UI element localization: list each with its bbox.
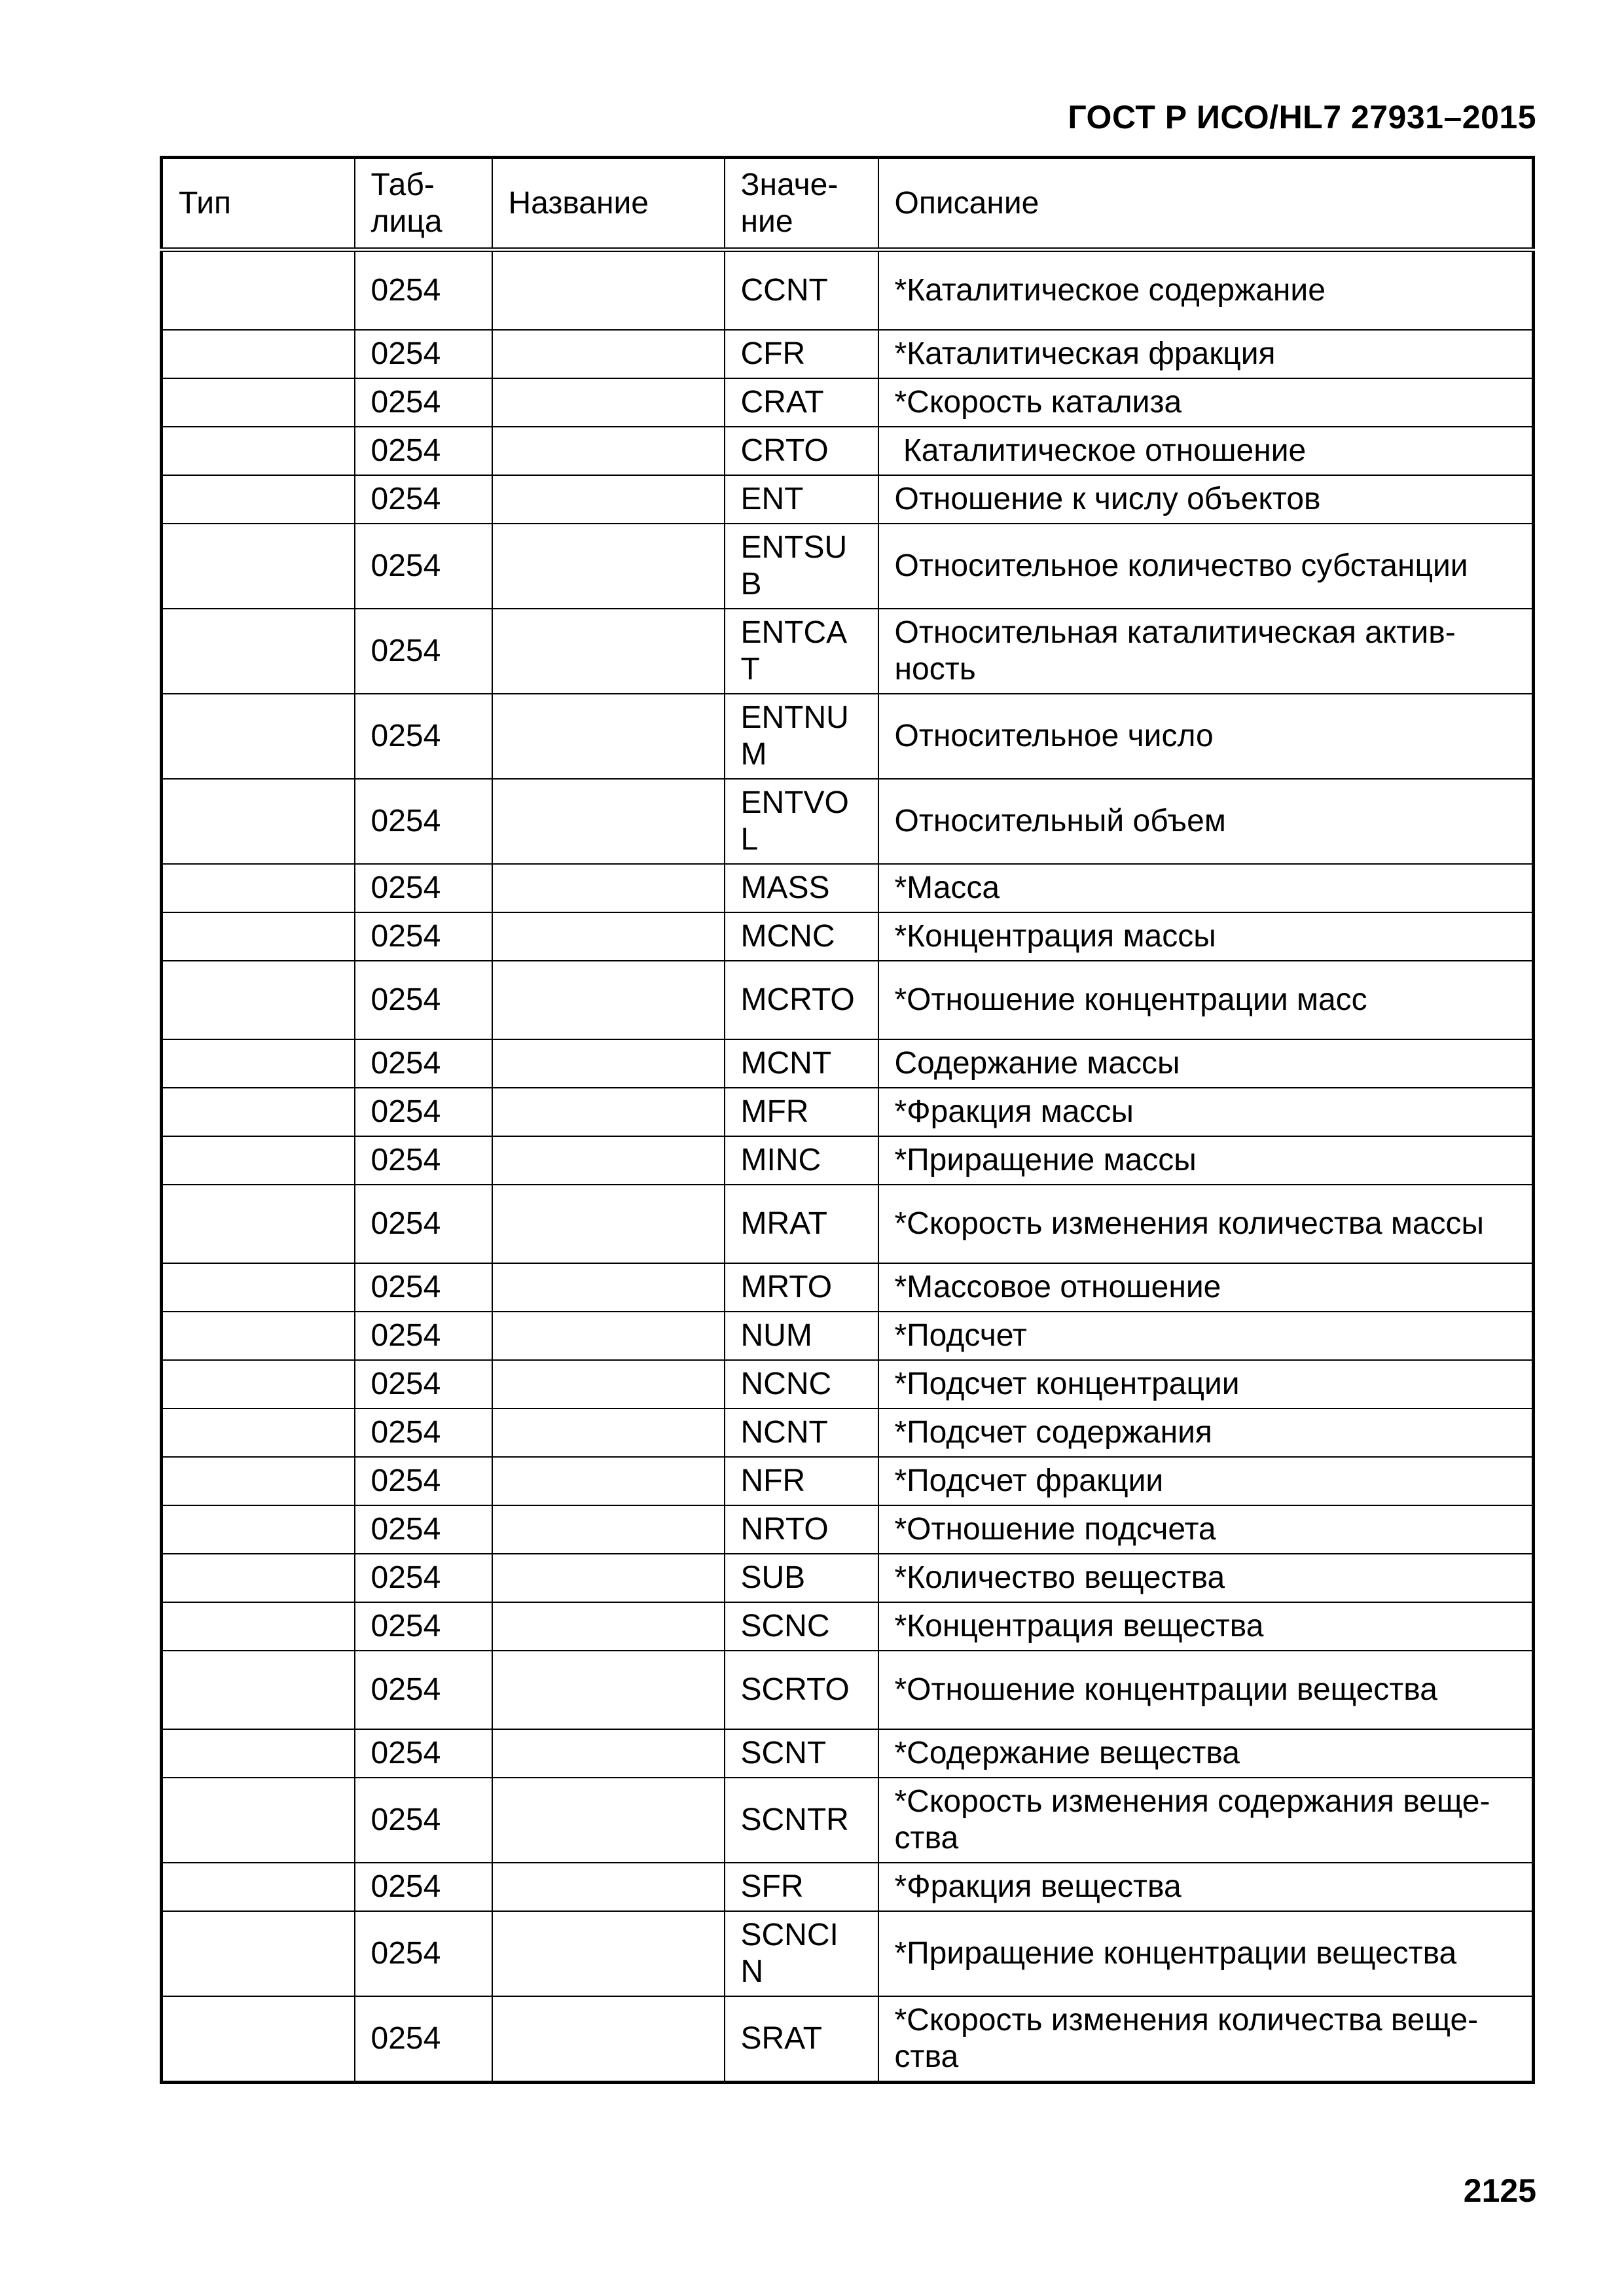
cell-type bbox=[162, 1185, 355, 1263]
cell-name bbox=[492, 427, 725, 475]
cell-description: *Фракция вещества bbox=[878, 1863, 1534, 1911]
cell-table: 0254 bbox=[355, 427, 492, 475]
cell-name bbox=[492, 1088, 725, 1136]
cell-value: NRTO bbox=[725, 1505, 878, 1554]
cell-type bbox=[162, 1996, 355, 2083]
cell-table: 0254 bbox=[355, 524, 492, 609]
table-row bbox=[162, 1136, 1534, 1185]
cell-description: *Содержание вещества bbox=[878, 1729, 1534, 1778]
table-row bbox=[162, 779, 1534, 864]
cell-name bbox=[492, 1505, 725, 1554]
cell-name bbox=[492, 864, 725, 912]
cell-value: ENT bbox=[725, 475, 878, 524]
cell-type bbox=[162, 1863, 355, 1911]
cell-name bbox=[492, 250, 725, 331]
cell-description: *Скорость изменения количества массы bbox=[878, 1185, 1534, 1263]
cell-name bbox=[492, 1185, 725, 1263]
cell-description: Относительное количество субстанции bbox=[878, 524, 1534, 609]
cell-name bbox=[492, 1136, 725, 1185]
cell-description: *Приращение массы bbox=[878, 1136, 1534, 1185]
cell-value: MINC bbox=[725, 1136, 878, 1185]
cell-description: Относительный объем bbox=[878, 779, 1534, 864]
table-row bbox=[162, 864, 1534, 912]
document-header-title: ГОСТ Р ИСО/HL7 27931–2015 bbox=[1068, 99, 1536, 135]
table-body bbox=[162, 250, 1534, 2083]
cell-table: 0254 bbox=[355, 1554, 492, 1602]
cell-value: MASS bbox=[725, 864, 878, 912]
cell-value: MRAT bbox=[725, 1185, 878, 1263]
cell-type bbox=[162, 1457, 355, 1505]
cell-value: SFR bbox=[725, 1863, 878, 1911]
cell-type bbox=[162, 1312, 355, 1360]
table-row bbox=[162, 1729, 1534, 1778]
cell-description: Отношение к числу объектов bbox=[878, 475, 1534, 524]
cell-name bbox=[492, 961, 725, 1039]
cell-type bbox=[162, 1136, 355, 1185]
cell-name bbox=[492, 330, 725, 378]
cell-table: 0254 bbox=[355, 1778, 492, 1863]
cell-value: NCNC bbox=[725, 1360, 878, 1408]
table-row bbox=[162, 1263, 1534, 1312]
table-header-row bbox=[162, 158, 1534, 250]
table-row bbox=[162, 1039, 1534, 1088]
cell-description: *Концентрация вещества bbox=[878, 1602, 1534, 1651]
table-row bbox=[162, 609, 1534, 694]
cell-value: MFR bbox=[725, 1088, 878, 1136]
cell-table: 0254 bbox=[355, 1729, 492, 1778]
cell-description: *Подсчет содержания bbox=[878, 1408, 1534, 1457]
cell-type bbox=[162, 524, 355, 609]
table-row bbox=[162, 475, 1534, 524]
cell-table: 0254 bbox=[355, 1263, 492, 1312]
cell-type bbox=[162, 1729, 355, 1778]
cell-type bbox=[162, 1039, 355, 1088]
cell-type bbox=[162, 1911, 355, 1996]
cell-description: *Концентрация массы bbox=[878, 912, 1534, 961]
cell-table: 0254 bbox=[355, 1408, 492, 1457]
cell-name bbox=[492, 1996, 725, 2083]
table-row bbox=[162, 1408, 1534, 1457]
cell-description: *Скорость изменения содержания веще- ства bbox=[878, 1778, 1534, 1863]
cell-table: 0254 bbox=[355, 1457, 492, 1505]
cell-description: *Подсчет фракции bbox=[878, 1457, 1534, 1505]
table-row bbox=[162, 1602, 1534, 1651]
cell-description: *Отношение подсчета bbox=[878, 1505, 1534, 1554]
cell-table: 0254 bbox=[355, 378, 492, 427]
cell-description: *Количество вещества bbox=[878, 1554, 1534, 1602]
cell-type bbox=[162, 1505, 355, 1554]
code-table bbox=[160, 156, 1535, 2084]
cell-value: ENTNU M bbox=[725, 694, 878, 779]
cell-description: Относительная каталитическая актив- ность bbox=[878, 609, 1534, 694]
table-row bbox=[162, 1651, 1534, 1729]
cell-description: *Каталитическая фракция bbox=[878, 330, 1534, 378]
cell-name bbox=[492, 1360, 725, 1408]
cell-name bbox=[492, 1312, 725, 1360]
cell-type bbox=[162, 1088, 355, 1136]
table-row bbox=[162, 330, 1534, 378]
table-row bbox=[162, 250, 1534, 331]
table-row bbox=[162, 524, 1534, 609]
table-row bbox=[162, 1554, 1534, 1602]
cell-table: 0254 bbox=[355, 1863, 492, 1911]
cell-description: *Каталитическое содержание bbox=[878, 250, 1534, 331]
cell-value: MRTO bbox=[725, 1263, 878, 1312]
cell-type bbox=[162, 1360, 355, 1408]
cell-name bbox=[492, 1408, 725, 1457]
table-row bbox=[162, 961, 1534, 1039]
cell-table: 0254 bbox=[355, 609, 492, 694]
cell-description: *Отношение концентрации вещества bbox=[878, 1651, 1534, 1729]
cell-name bbox=[492, 1863, 725, 1911]
cell-table: 0254 bbox=[355, 1039, 492, 1088]
cell-value: ENTCA T bbox=[725, 609, 878, 694]
cell-name bbox=[492, 1263, 725, 1312]
cell-table: 0254 bbox=[355, 1185, 492, 1263]
column-header-name: Название bbox=[492, 158, 725, 250]
cell-name bbox=[492, 1651, 725, 1729]
cell-type bbox=[162, 779, 355, 864]
column-header-table: Таб- лица bbox=[355, 158, 492, 250]
cell-value: NUM bbox=[725, 1312, 878, 1360]
cell-name bbox=[492, 475, 725, 524]
cell-value: SCRTO bbox=[725, 1651, 878, 1729]
cell-type bbox=[162, 1778, 355, 1863]
cell-table: 0254 bbox=[355, 912, 492, 961]
table-row bbox=[162, 1863, 1534, 1911]
cell-description: Каталитическое отношение bbox=[878, 427, 1534, 475]
cell-value: CCNT bbox=[725, 250, 878, 331]
cell-value: MCNT bbox=[725, 1039, 878, 1088]
cell-name bbox=[492, 779, 725, 864]
cell-value: SUB bbox=[725, 1554, 878, 1602]
cell-table: 0254 bbox=[355, 1136, 492, 1185]
cell-value: ENTSU B bbox=[725, 524, 878, 609]
cell-table: 0254 bbox=[355, 250, 492, 331]
table-row bbox=[162, 694, 1534, 779]
table-row bbox=[162, 1312, 1534, 1360]
cell-table: 0254 bbox=[355, 475, 492, 524]
cell-name bbox=[492, 1911, 725, 1996]
table-row bbox=[162, 1996, 1534, 2083]
cell-description: Содержание массы bbox=[878, 1039, 1534, 1088]
cell-name bbox=[492, 1457, 725, 1505]
table-row bbox=[162, 1360, 1534, 1408]
cell-table: 0254 bbox=[355, 1505, 492, 1554]
cell-type bbox=[162, 961, 355, 1039]
cell-table: 0254 bbox=[355, 779, 492, 864]
cell-type bbox=[162, 1651, 355, 1729]
cell-name bbox=[492, 1602, 725, 1651]
table-row bbox=[162, 1457, 1534, 1505]
cell-name bbox=[492, 1039, 725, 1088]
cell-value: MCNC bbox=[725, 912, 878, 961]
code-table-container bbox=[160, 156, 1532, 2084]
cell-value: SCNT bbox=[725, 1729, 878, 1778]
cell-value: CFR bbox=[725, 330, 878, 378]
cell-value: SRAT bbox=[725, 1996, 878, 2083]
table-row bbox=[162, 1911, 1534, 1996]
cell-name bbox=[492, 1729, 725, 1778]
cell-value: CRAT bbox=[725, 378, 878, 427]
cell-table: 0254 bbox=[355, 1088, 492, 1136]
cell-type bbox=[162, 694, 355, 779]
page-number: 2125 bbox=[1463, 2172, 1536, 2209]
cell-description: *Скорость катализа bbox=[878, 378, 1534, 427]
column-header-value: Значе- ние bbox=[725, 158, 878, 250]
cell-type bbox=[162, 427, 355, 475]
cell-table: 0254 bbox=[355, 1602, 492, 1651]
cell-table: 0254 bbox=[355, 961, 492, 1039]
cell-description: *Масса bbox=[878, 864, 1534, 912]
column-header-description: Описание bbox=[878, 158, 1534, 250]
cell-type bbox=[162, 1554, 355, 1602]
cell-description: *Приращение концентрации вещества bbox=[878, 1911, 1534, 1996]
table-row bbox=[162, 1185, 1534, 1263]
cell-table: 0254 bbox=[355, 1360, 492, 1408]
cell-name bbox=[492, 1554, 725, 1602]
cell-type bbox=[162, 1263, 355, 1312]
cell-type bbox=[162, 378, 355, 427]
cell-description: *Массовое отношение bbox=[878, 1263, 1534, 1312]
cell-name bbox=[492, 912, 725, 961]
table-row bbox=[162, 427, 1534, 475]
cell-table: 0254 bbox=[355, 330, 492, 378]
table-row bbox=[162, 1088, 1534, 1136]
cell-description: *Отношение концентрации масс bbox=[878, 961, 1534, 1039]
cell-name bbox=[492, 1778, 725, 1863]
cell-value: SCNTR bbox=[725, 1778, 878, 1863]
cell-description: *Фракция массы bbox=[878, 1088, 1534, 1136]
cell-description: *Скорость изменения количества веще- ства bbox=[878, 1996, 1534, 2083]
table-row bbox=[162, 1505, 1534, 1554]
cell-type bbox=[162, 475, 355, 524]
cell-table: 0254 bbox=[355, 1312, 492, 1360]
table-row bbox=[162, 912, 1534, 961]
cell-type bbox=[162, 912, 355, 961]
cell-type bbox=[162, 864, 355, 912]
cell-table: 0254 bbox=[355, 694, 492, 779]
cell-value: NCNT bbox=[725, 1408, 878, 1457]
cell-description: *Подсчет концентрации bbox=[878, 1360, 1534, 1408]
cell-value: NFR bbox=[725, 1457, 878, 1505]
cell-value: CRTO bbox=[725, 427, 878, 475]
cell-table: 0254 bbox=[355, 1651, 492, 1729]
table-row bbox=[162, 378, 1534, 427]
cell-table: 0254 bbox=[355, 1996, 492, 2083]
table-row bbox=[162, 1778, 1534, 1863]
cell-name bbox=[492, 378, 725, 427]
cell-value: SCNCI N bbox=[725, 1911, 878, 1996]
cell-name bbox=[492, 524, 725, 609]
cell-value: MCRTO bbox=[725, 961, 878, 1039]
cell-description: *Подсчет bbox=[878, 1312, 1534, 1360]
cell-value: SCNC bbox=[725, 1602, 878, 1651]
cell-table: 0254 bbox=[355, 1911, 492, 1996]
cell-type bbox=[162, 1602, 355, 1651]
cell-type bbox=[162, 250, 355, 331]
cell-description: Относительное число bbox=[878, 694, 1534, 779]
cell-type bbox=[162, 609, 355, 694]
cell-table: 0254 bbox=[355, 864, 492, 912]
cell-type bbox=[162, 1408, 355, 1457]
cell-name bbox=[492, 694, 725, 779]
cell-type bbox=[162, 330, 355, 378]
column-header-type: Тип bbox=[162, 158, 355, 250]
cell-name bbox=[492, 609, 725, 694]
cell-value: ENTVO L bbox=[725, 779, 878, 864]
